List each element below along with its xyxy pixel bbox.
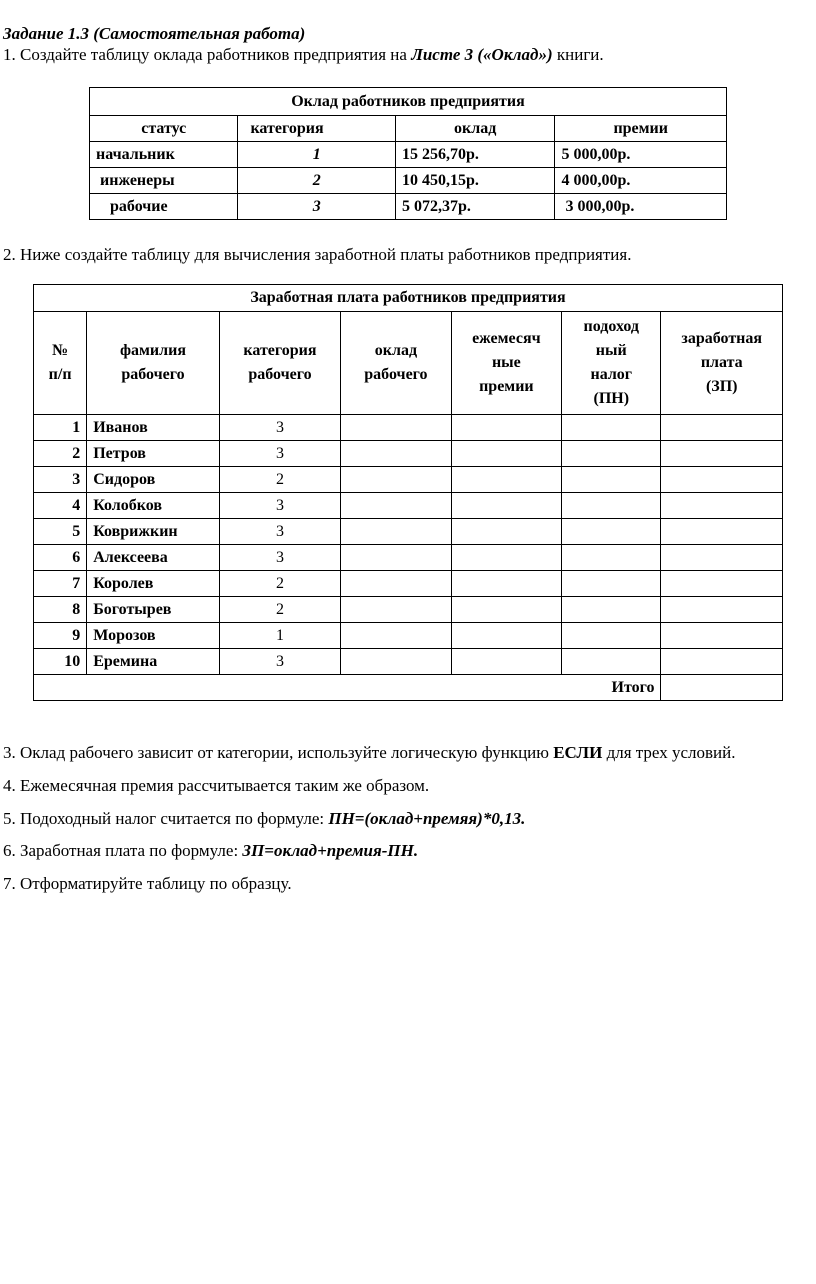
task-item-5-prefix: 5. Подоходный налог считается по формуле: [3,809,329,828]
wage-header-name: фамилия рабочего [87,312,220,415]
row-bonus [451,519,561,545]
row-wage [661,441,783,467]
salary-row-status: начальник [90,142,238,168]
wage-total-value [661,675,783,701]
row-num: 3 [34,467,87,493]
row-wage [661,545,783,571]
row-name: Сидоров [87,467,220,493]
task-item-6 [3,841,418,861]
row-num: 10 [34,649,87,675]
row-category: 3 [219,649,340,675]
row-num: 4 [34,493,87,519]
table-row [34,545,783,571]
salary-header-bonus: премии [555,116,727,142]
task-item-3-emph: ЕСЛИ [553,743,603,762]
row-bonus [451,441,561,467]
row-num: 2 [34,441,87,467]
row-salary [341,493,451,519]
row-name: Боготырев [87,597,220,623]
salary-row-bonus: 5 000,00р. [555,142,727,168]
row-wage [661,519,783,545]
table-row [34,467,783,493]
salary-row-category: 1 [238,142,395,168]
row-tax [562,441,661,467]
salary-row-status: инженеры [90,168,238,194]
wage-header-num: № п/п [34,312,87,415]
row-tax [562,493,661,519]
task-item-3 [3,743,735,763]
row-category: 2 [219,571,340,597]
salary-row-salary: 15 256,70р. [395,142,555,168]
row-wage [661,571,783,597]
row-wage [661,649,783,675]
row-bonus [451,623,561,649]
row-salary [341,519,451,545]
row-name: Коврижкин [87,519,220,545]
row-salary [341,649,451,675]
row-salary [341,545,451,571]
row-name: Королев [87,571,220,597]
row-category: 2 [219,597,340,623]
row-category: 3 [219,441,340,467]
row-name: Петров [87,441,220,467]
wage-header-wage: заработная плата (ЗП) [661,312,783,415]
row-wage [661,623,783,649]
row-bonus [451,545,561,571]
salary-header-salary: оклад [395,116,555,142]
row-num: 8 [34,597,87,623]
row-bonus [451,467,561,493]
row-name: Колобков [87,493,220,519]
task-item-7: 7. Отформатируйте таблицу по образцу. [3,874,292,893]
row-salary [341,415,451,441]
wage-header-bonus: ежемесяч ные премии [451,312,561,415]
row-name: Иванов [87,415,220,441]
row-num: 6 [34,545,87,571]
wage-total-label: Итого [34,675,661,701]
task-item-4: 4. Ежемесячная премия рассчитывается таким же образом. [3,776,430,795]
task-item-1-emph: Листе 3 («Оклад») [411,45,553,64]
row-num: 5 [34,519,87,545]
row-name: Алексеева [87,545,220,571]
row-tax [562,545,661,571]
salary-row-category: 3 [238,194,395,220]
row-category: 3 [219,545,340,571]
row-salary [341,467,451,493]
row-tax [562,519,661,545]
row-category: 2 [219,467,340,493]
salary-row-salary: 5 072,37р. [395,194,555,220]
salary-row-bonus: 4 000,00р. [555,168,727,194]
row-tax [562,415,661,441]
task-item-1-suffix: книги. [552,45,604,64]
row-category: 3 [219,493,340,519]
table-row [34,597,783,623]
row-num: 9 [34,623,87,649]
task-item-1-prefix: 1. Создайте таблицу оклада работников предприятия на [3,45,412,64]
row-name: Еремина [87,649,220,675]
table-row [34,415,783,441]
task-item-5-emph: ПН=(оклад+премяя)*0,13. [328,809,526,828]
task-item-5 [3,809,525,829]
wage-table-body [34,415,783,675]
table-row [34,519,783,545]
row-tax [562,649,661,675]
row-wage [661,415,783,441]
row-bonus [451,493,561,519]
row-bonus [451,415,561,441]
row-salary [341,441,451,467]
salary-table [89,87,727,220]
row-bonus [451,571,561,597]
task-item-6-prefix: 6. Заработная плата по формуле: [3,841,243,860]
salary-row-status: рабочие [90,194,238,220]
salary-row-salary: 10 450,15р. [395,168,555,194]
row-category: 1 [219,623,340,649]
table-row [34,649,783,675]
task-title: Задание 1.3 (Самостоятельная работа) [3,24,306,43]
wage-header-salary: оклад рабочего [341,312,451,415]
salary-row-bonus: 3 000,00р. [555,194,727,220]
row-tax [562,467,661,493]
task-item-6-emph: ЗП=оклад+премия-ПН. [242,841,419,860]
task-item-3-suffix: для трех условий. [602,743,736,762]
salary-table-title: Оклад работников предприятия [90,88,727,116]
task-item-2: 2. Ниже создайте таблицу для вычисления заработной платы работников предприятия. [3,245,632,264]
salary-row-category: 2 [238,168,395,194]
row-tax [562,623,661,649]
wage-table [33,284,783,701]
row-bonus [451,649,561,675]
salary-header-status: статус [90,116,238,142]
row-bonus [451,597,561,623]
row-category: 3 [219,415,340,441]
row-salary [341,597,451,623]
row-wage [661,597,783,623]
row-wage [661,493,783,519]
row-num: 7 [34,571,87,597]
table-row [34,493,783,519]
row-name: Морозов [87,623,220,649]
table-row [34,441,783,467]
row-wage [661,467,783,493]
row-num: 1 [34,415,87,441]
wage-header-category: категория рабочего [219,312,340,415]
salary-header-category: категория [238,116,395,142]
wage-header-tax: подоход ный налог (ПН) [562,312,661,415]
row-tax [562,597,661,623]
row-tax [562,571,661,597]
task-item-3-prefix: 3. Оклад рабочего зависит от категории, используйте логическую функцию [3,743,554,762]
row-salary [341,623,451,649]
wage-table-title: Заработная плата работников предприятия [34,285,783,312]
task-item-1 [3,45,604,65]
table-row [34,623,783,649]
row-salary [341,571,451,597]
table-row [34,571,783,597]
row-category: 3 [219,519,340,545]
